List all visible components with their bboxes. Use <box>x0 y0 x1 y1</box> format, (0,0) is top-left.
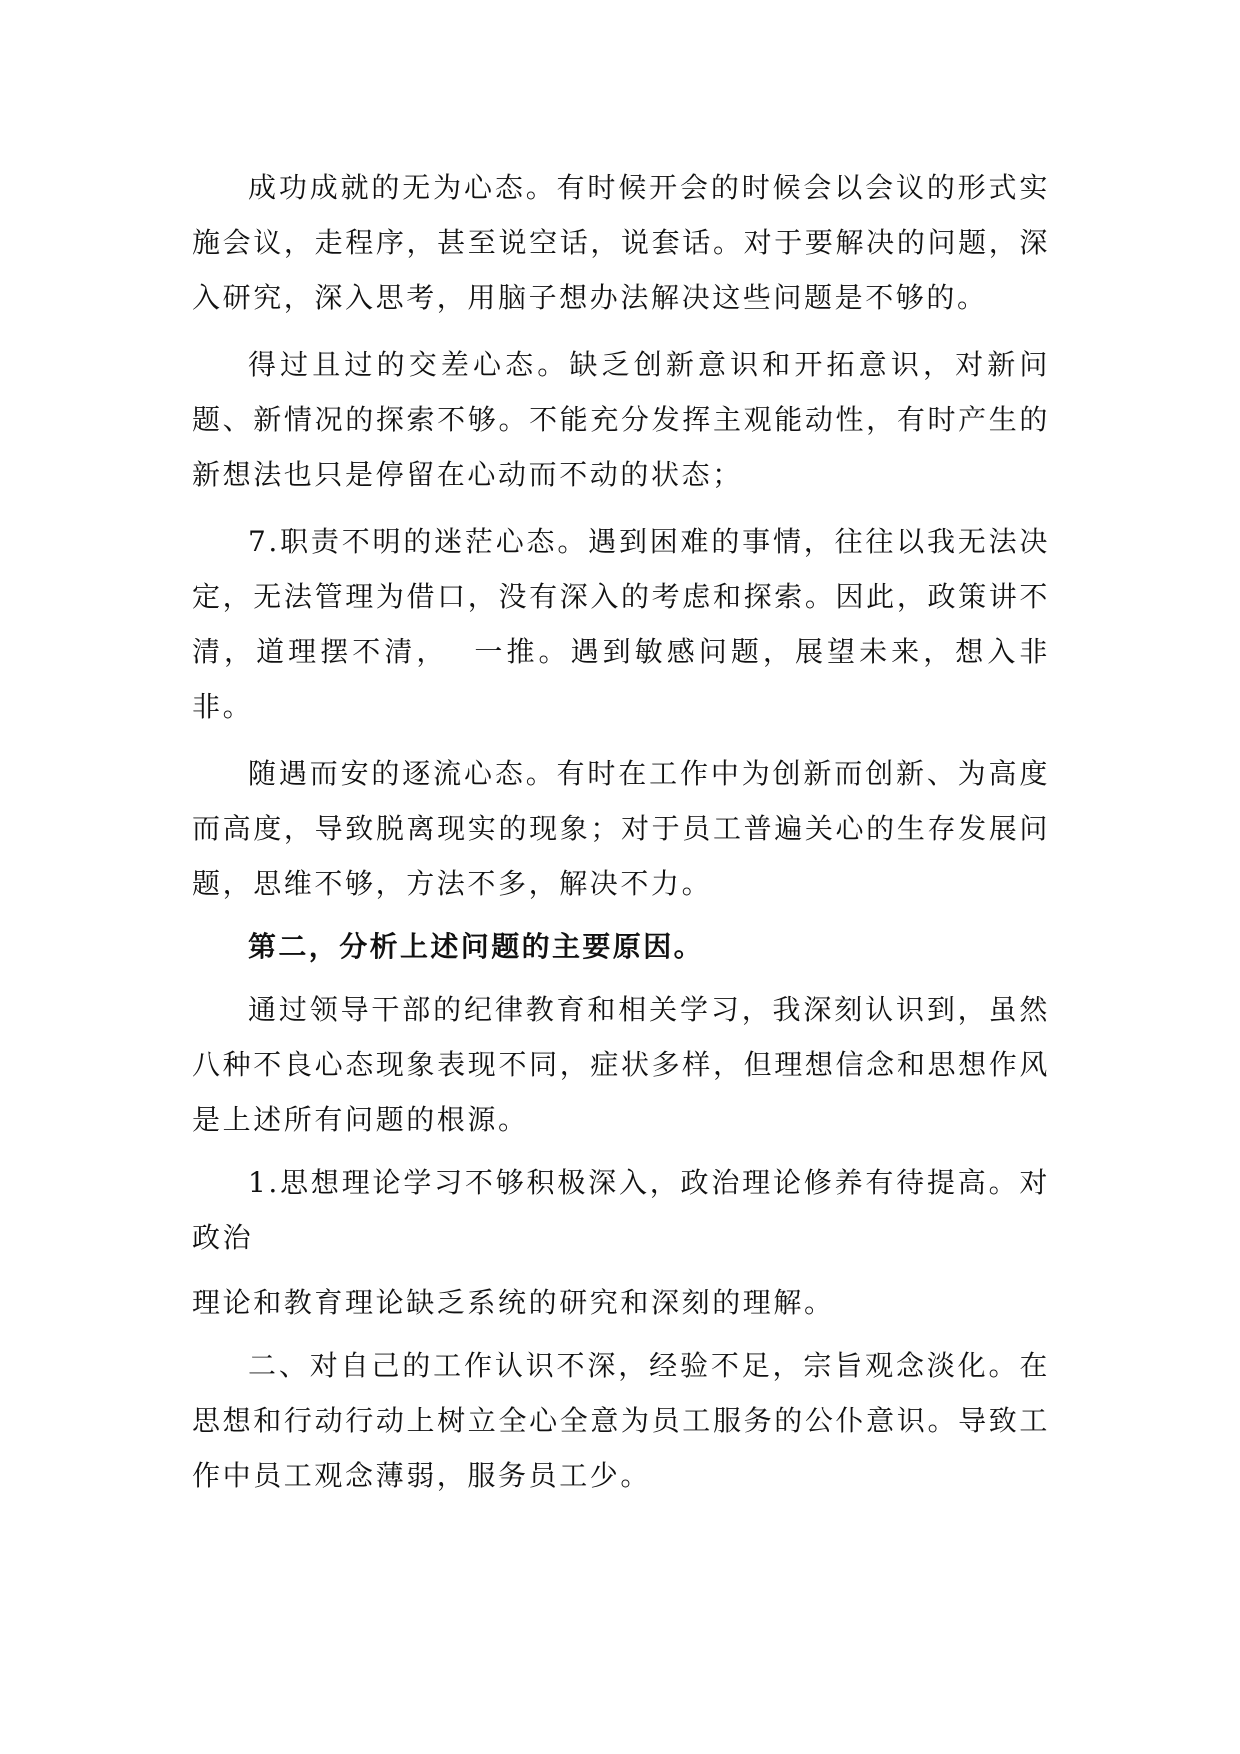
paragraph-theory-study-line2: 理论和教育理论缺乏系统的研究和深刻的理解。 <box>192 1286 835 1319</box>
paragraph-passive-mindset: 成功成就的无为心态。有时候开会的时候会以会议的形式实施会议，走程序，甚至说空话，说套话。对于要解决的问题，深入研究，深入思考，用脑子想办法解决这些问题是不够的。 <box>192 171 1050 314</box>
paragraph-root-cause-intro: 通过领导干部的纪律教育和相关学习，我深刻认识到，虽然八种不良心态现象表现不同，症状多样，但理想信念和思想作风是上述所有问题的根源。 <box>192 993 1050 1136</box>
document-body <box>192 160 1050 1503</box>
paragraph-confused-mindset: 7.职责不明的迷茫心态。遇到困难的事情，往往以我无法决定，无法管理为借口，没有深入的考虑和探索。因此，政策讲不清，道理摆不清， 一推。遇到敏感问题，展望未来，想入非非。 <box>192 525 1050 723</box>
paragraph-theory-study-line1: 1.思想理论学习不够积极深入，政治理论修养有待提高。对政治 <box>192 1166 1050 1254</box>
section-heading: 第二，分析上述问题的主要原因。 <box>248 930 705 963</box>
paragraph-drifting-mindset: 随遇而安的逐流心态。有时在工作中为创新而创新、为高度而高度，导致脱离现实的现象；对于员工普遍关心的生存发展问题，思维不够，方法不多，解决不力。 <box>192 757 1050 900</box>
paragraph-work-understanding: 二、对自己的工作认识不深，经验不足，宗旨观念淡化。在思想和行动行动上树立全心全意为员工服务的公仆意识。导致工作中员工观念薄弱，服务员工少。 <box>192 1349 1050 1492</box>
paragraph-perfunctory-mindset: 得过且过的交差心态。缺乏创新意识和开拓意识，对新问题、新情况的探索不够。不能充分发挥主观能动性，有时产生的新想法也只是停留在心动而不动的状态； <box>192 348 1050 491</box>
